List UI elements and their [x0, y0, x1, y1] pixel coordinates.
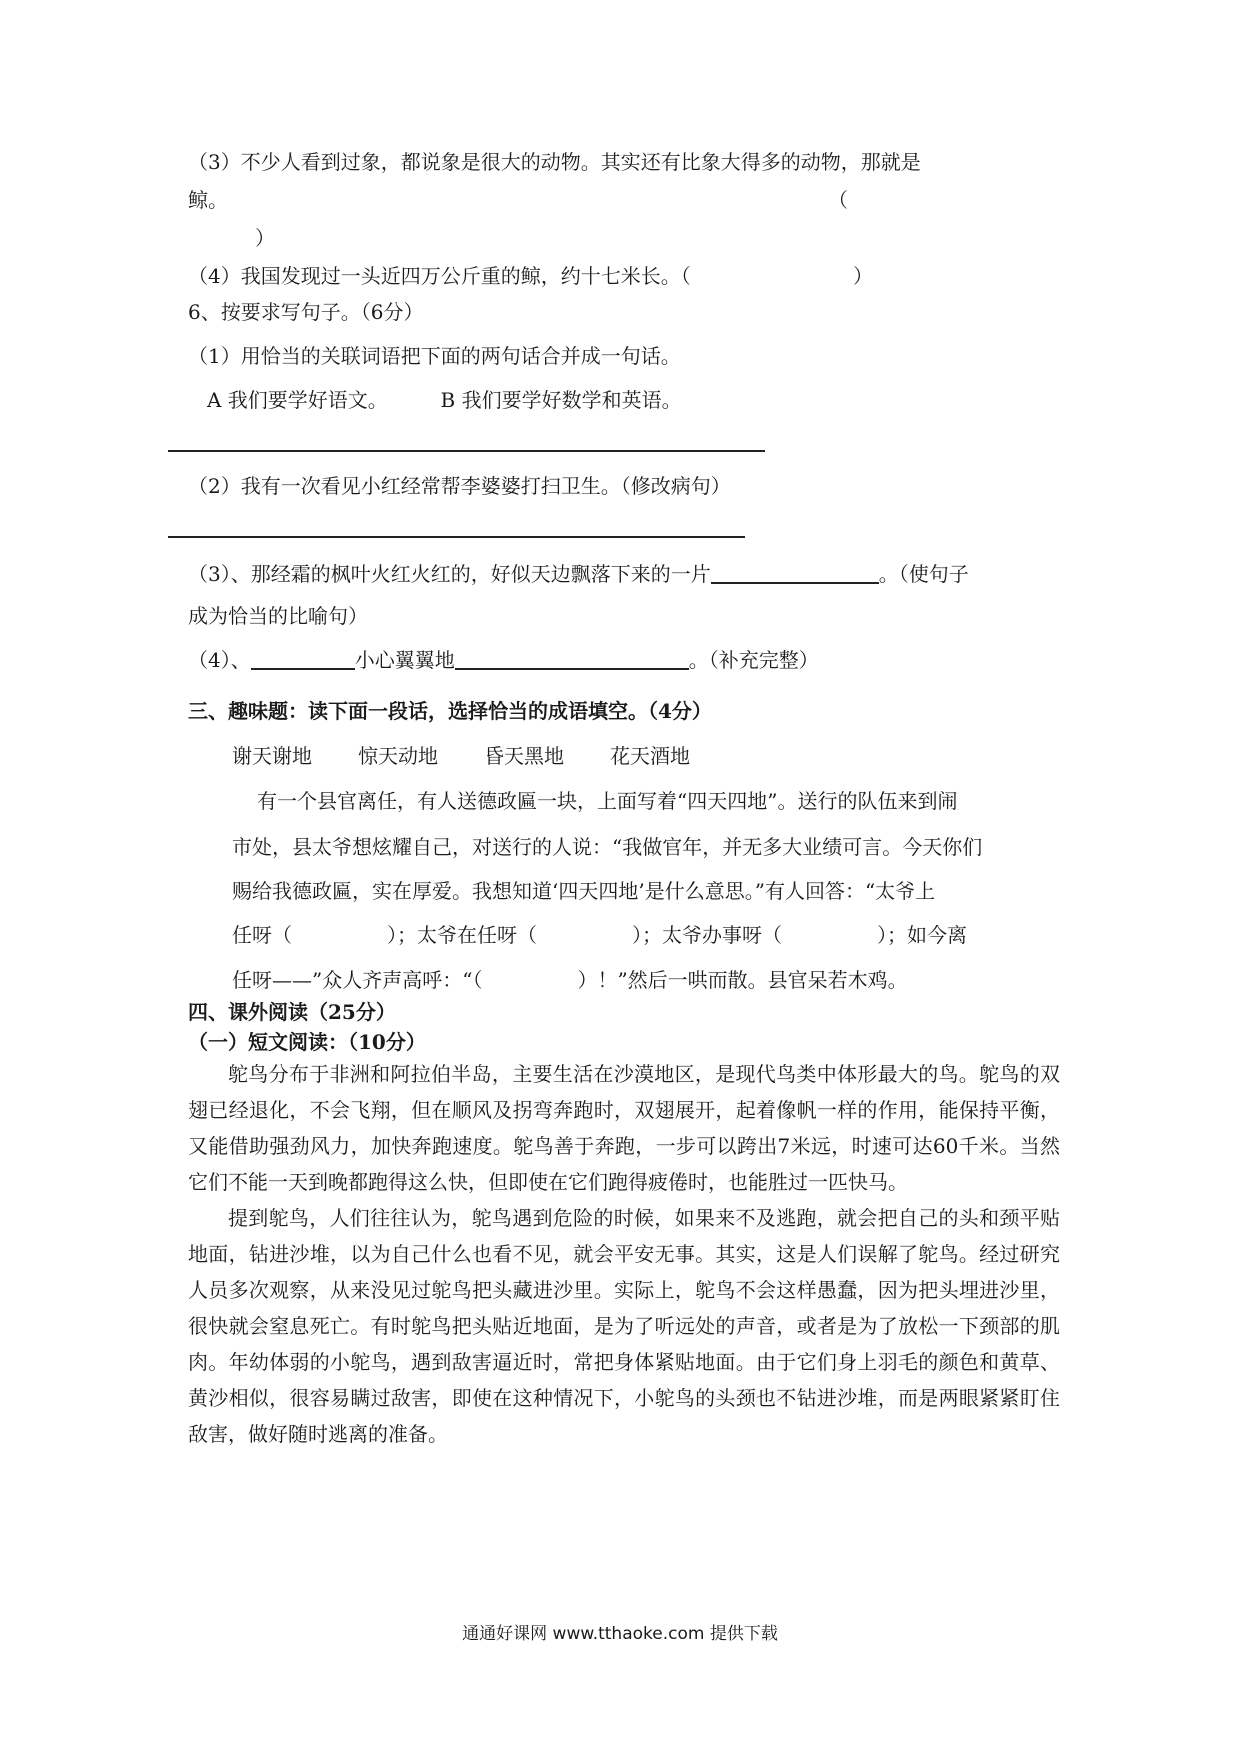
answer-line-1[interactable]: [168, 450, 765, 452]
q5-item3-paren-close: ）: [255, 226, 275, 250]
story-line-1: 有一个县官离任，有人送德政匾一块，上面写着“四天四地”。送行的队伍来到闹: [257, 789, 958, 813]
q5-item3-paren-open: （: [828, 188, 848, 212]
q5-item4: [188, 262, 1058, 290]
q5-item4-paren-close: ）: [853, 264, 873, 288]
idiom-3: 昏天黑地: [484, 744, 564, 768]
section3-heading: 三、趣味题：读下面一段话，选择恰当的成语填空。（4分）: [188, 699, 712, 723]
story-line-5: [232, 966, 1102, 994]
story-line-3: 赐给我德政匾，实在厚爱。我想知道‘四天四地’是什么意思。”有人回答：“太爷上: [232, 879, 936, 903]
answer-line-2[interactable]: [168, 536, 745, 538]
story-line-2: 市处，县太爷想炫耀自己，对送行的人说：“我做官年，并无多大业绩可言。今天你们: [232, 835, 983, 859]
q5-item3-cont: [188, 186, 1058, 214]
q6-heading: 6、按要求写句子。（6分）: [188, 300, 424, 324]
q6-option-b: B 我们要学好数学和英语。: [440, 388, 682, 412]
q6-item3-cont: 成为恰当的比喻句）: [188, 604, 368, 628]
idiom-4: 花天酒地: [610, 744, 690, 768]
q6-item4: [188, 646, 1058, 674]
passage-paragraph-1: 鸵鸟分布于非洲和阿拉伯半岛，主要生活在沙漠地区，是现代鸟类中体形最大的鸟。鸵鸟的双翅已经退化，不会飞翔，但在顺风及拐弯奔跑时，双翅展开，起着像帆一样的作用，能保持平衡，又能借助强劲风力，加快奔跑速度。鸵鸟善于奔跑，一步可以跨出7米远，时速可达60千米。当然它们不能一天到晚都跑得这么快，但即使在它们跑得疲倦时，也能胜过一匹快马。: [188, 1062, 1060, 1194]
q6-item3: [188, 560, 1058, 588]
page-footer: 通通好课网 www.tthaoke.com 提供下载: [462, 1624, 778, 1644]
story-line-4-a: 任呀（: [232, 923, 292, 947]
reading-passage: [188, 1056, 1060, 1452]
q5-item3-cont-text: 鲸。: [188, 188, 228, 212]
q6-item4-mid: 小心翼翼地: [354, 648, 455, 672]
blank-q6-item4-a[interactable]: [251, 648, 355, 670]
q5-item4-text: （4）我国发现过一头近四万公斤重的鲸，约十七米长。（: [188, 264, 691, 288]
section4-sub1: （一）短文阅读：（10分）: [188, 1030, 426, 1054]
story-line-4: [232, 921, 1102, 949]
idiom-1: 谢天谢地: [232, 744, 312, 768]
story-line-5-b: ）！”然后一哄而散。县官呆若木鸡。: [577, 968, 908, 992]
story-line-4-d: ）；如今离: [877, 923, 967, 947]
q6-option-a: A 我们要学好语文。: [207, 388, 388, 412]
q6-item1-options: [207, 386, 1077, 414]
story-line-4-c: ）；太爷办事呀（: [632, 923, 782, 947]
passage-paragraph-2: 提到鸵鸟，人们往往认为，鸵鸟遇到危险的时候，如果来不及逃跑，就会把自己的头和颈平贴地面，钻进沙堆，以为自己什么也看不见，就会平安无事。其实，这是人们误解了鸵鸟。经过研究人员多次观察，从来没见过鸵鸟把头藏进沙里。实际上，鸵鸟不会这样愚蠢，因为把头埋进沙里，很快就会窒息死亡。有时鸵鸟把头贴近地面，是为了听远处的声音，或者是为了放松一下颈部的肌肉。年幼体弱的小鸵鸟，遇到敌害逼近时，常把身体紧贴地面。由于它们身上羽毛的颜色和黄草、黄沙相似，很容易瞒过敌害，即使在这种情况下，小鸵鸟的头颈也不钻进沙堆，而是两眼紧紧盯住敌害，做好随时逃离的准备。: [188, 1206, 1060, 1446]
blank-q6-item4-b[interactable]: [455, 648, 689, 670]
q6-item1: （1）用恰当的关联词语把下面的两句话合并成一句话。: [188, 344, 681, 368]
q6-item2: （2）我有一次看见小红经常帮李婆婆打扫卫生。（修改病句）: [188, 474, 731, 498]
idiom-list: [232, 742, 1102, 770]
idiom-2: 惊天动地: [358, 744, 438, 768]
story-line-4-b: ）；太爷在任呀（: [387, 923, 537, 947]
section4-heading: 四、课外阅读（25分）: [188, 1000, 396, 1024]
q6-item3-post: 。（使句子: [878, 562, 969, 586]
q6-item4-pre: （4）、: [188, 648, 251, 672]
q6-item4-post: 。（补充完整）: [688, 648, 819, 672]
q5-item3: （3）不少人看到过象，都说象是很大的动物。其实还有比象大得多的动物，那就是: [188, 150, 921, 174]
story-line-5-a: 任呀——”众人齐声高呼：“（: [232, 968, 483, 992]
blank-q6-item3[interactable]: [711, 562, 879, 584]
q6-item3-pre: （3）、那经霜的枫叶火红火红的，好似天边飘落下来的一片: [188, 562, 711, 586]
